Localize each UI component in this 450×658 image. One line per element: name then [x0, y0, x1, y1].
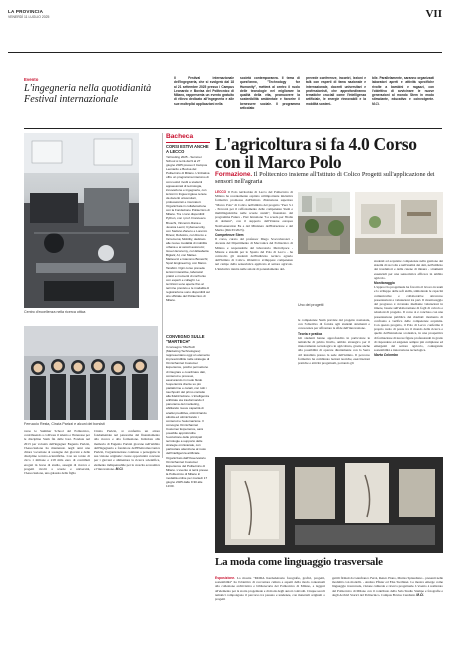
- left-col-2: [94, 429, 160, 637]
- top-section-rule: [24, 128, 442, 129]
- paper-name: LA PROVINCIA: [8, 9, 44, 14]
- issue-date: VENERDÌ 11 LUGLIO 2025: [8, 15, 50, 19]
- top-col-4: [372, 76, 434, 106]
- main-col-2-text-b: Gli studenti hanno approfondito in particolare le tematiche di primo livello, ambito strategico per il rinnovamento tecnologico in agricoltura, grazie anche alla possibilità di operare direttamente con la Serra 4.0 installata presso la sede dell'istituto. Il percorso formativo ha combinato lezioni teoriche, esercitazioni pratiche e attività progettuali, portando gli: [298, 335, 370, 366]
- masthead-rule: [8, 52, 442, 53]
- main-col-2-subhead: Teoria e pratica: [298, 331, 323, 336]
- main-deck: [215, 171, 443, 186]
- left-col-2-text: Cinzia Parizzi, si conferma un attore fondamentale nel panorama del finanziamento alla ricerca e alla formazione. Intitolata alla memoria di Eugenio Parizzi giovane nell'ambito dell'Ingegneria e fondatore dell'Elettromeccanica Parizzi, l'organizzazione continua a perseguire la sua visione originale: creare opportunità concrete per i giovani e alimentare la ricerca scientifica, elemento indispensabile per la crescita economica e l'innovazione.: [94, 429, 160, 471]
- fashion-photo: [215, 457, 443, 553]
- campus-photo-caption: Uno dei progetti: [298, 303, 324, 307]
- top-headline: L'ingegneria nella quotidianità Festival internazionale: [24, 83, 152, 105]
- bottom-col-2-sign: M.Ci.: [416, 592, 425, 597]
- main-deck-text: Il Politecnico insieme all'Istituto di Colico Progetti sull'applicazione dei sensori nell'agraria: [215, 171, 435, 186]
- agri-illustration: [355, 192, 443, 254]
- main-col-3: [374, 259, 443, 358]
- main-headline: L'agricoltura si fa 4.0 Corso con il Marco Polo: [215, 134, 417, 172]
- bacheca-item1-title: CORSI ESTIVI ANCHE A LECCO: [166, 144, 209, 154]
- main-col-1-text: Il Polo territoriale di Lecco del Politecnico di Milano ha recentemente ospitato un'importante iniziativa formativa promossa dall'Istituto d'istruzione superiore "Marco Polo" di Colico nell'ambito del progetto "Peer 3.1 - Percorsi per il rafforzamento delle competenze Stem e multilinguistiche nelle scuole statali", finanziato dal programma Futura - Pnrr Istruzione "La scuola per l'Italia di domani", con il supporto dell'Unione europea NextGeneration Eu e del Ministero dell'Istruzione e del Merito (Dm 65/2023).: [215, 190, 293, 232]
- main-col-3-text-b: L'approccio progettuale ha favorito il lavoro in team e lo sviluppo delle soft skills, stimolando le capacità comunicative e collaborative attraverso presentazioni e valutazioni tra pari. Il monitoraggio del progresso è avvenuto mediante valutazioni in itinere, basate sull'elaborazione di fogli di calcolo e relazioni di progetto. Il corso si è concluso con una presentazione pubblica dei risultati: momento di confronto e verifica delle competenze acquisite. Con questo progetto, il Polo di Lecco conferma il proprio ruolo di ponte tra il mondo della ricerca e quello dell'istruzione scolastica, in una prospettiva di formazione di nuove figure professionali in grado di rispondere ad esigenze sempre più complesse ed emergenti del settore agricolo, coniugando sostenibilità e innovazione tecnologica.: [374, 285, 443, 353]
- group-photo-caption: Ferruccio Resta, Cinzia Parizzi e alcuni dei borsisti: [24, 422, 105, 426]
- main-col-3-subhead: Monitoraggio: [374, 281, 395, 286]
- top-kicker: Evento: [24, 77, 39, 82]
- bottom-section-label: Esposizione.: [215, 576, 236, 580]
- top-col-1: Il Festival internazionale dell'Ingegneria, che si svolgerà dal 18 al 21 settembre 2025 presso i Campus Leonardo e Bovisa del Politecnico di Milano, rappresenta un evento gratuito di rilievo dedicato all'ingegneria e alle sue molteplici applicazioni nella: [174, 76, 234, 106]
- lab-photo-caption: Centro d'eccellenza nella ricerca ottica: [24, 310, 86, 314]
- bacheca-item1-body: Ya!Coding 2025 - Summer School si terrà dal 9 al 27 giugno 2025 presso il Campus Leonardo e Bovisa del Politecnico di Milano. L'iniziativa offre un programma intensivo di corsi estivi rivolti a studenti appassionati di tecnologia, innovazione e ingegneria, con lezioni in lingua inglese tenute da docenti universitari, professionisti e ricercatori. Organizzata in collaborazione con la Fondazione Politecnico di Milano. Tra i corsi disponibili: Python, con i prof. Francesco Bruschi, Vincenzo Rana e Jessica Leoni; Cybersecurity, con Stefano Zanero e Lorenzo Binosi; Robotics, con Rocco e Incremona; Mobility, dedicato alle nuove modalità di mobilità urbana e ai veicoli autonomi; Green Economy, con Elisabetta Bigiani; AI, con Matteo Matteucci e Giacomo Boracchi; Sport Engineering, con Marco Tarabini. Ogni corso prevede lezioni interattive, laboratori pratici e momenti di confronto con esperti e colleghi. Le iscrizioni sono aperte fino al termine previsto e le modalità di registrazione sono disponibili sul sito ufficiale del Politecnico di Milano.: [166, 155, 210, 303]
- top-col-2: società contemporanea. Il tema di quest'anno, "Technology for Humanity", metterà al centro il ruolo delle tecnologie nel migliorare la qualità della vita, promuovere la sostenibilità ambientale e favorire il benessere sociale. Il programma articolato: [240, 76, 300, 111]
- bottom-col-2-text: gettili firmati da Gianfranco Ferré, Renzo Piano, Marisa Spiaudiano - presenti nelle modalità con modelli- - Andrea Pfister ed Elsa Sterbinet. La mostra emerge come linguaggio trasversale, visione culturale e ricerca progettuale. L'evento è realizzato dal Politecnico di Milano con il contributo della Sala Studio Stampe e fotografie e degli Archivi Storici del Politecnico. Campus Bovisa Candiani.: [332, 576, 443, 597]
- main-col-2: [298, 318, 370, 365]
- group-photo: [24, 326, 158, 420]
- bacheca-divider: [162, 133, 163, 458]
- bottom-headline: La moda come linguaggio trasversale: [215, 556, 383, 568]
- campus-illustration: [298, 192, 350, 254]
- main-signature: Marta Colombo: [374, 353, 398, 358]
- bacheca-item2-title: CONVEGNO SULLE "MARTECH": [166, 334, 205, 344]
- lab-photo: [24, 133, 139, 308]
- fashion-illustration: [215, 457, 443, 553]
- campus-photo: [298, 192, 350, 254]
- left-col-1: verso le Summer School del Politecnico, contribuendo a coltivare il talento e l'interesse per le discipline Stem fin dalle basi. Fondata nel 2013 per volontà dell'ingegner Eugenio Parizzi, l'Associazione ha mantenuto negli anni una chiara vocazione al sostegno dei giovani e delle discipline tecnico-scientifiche. Con un totale di circa 1 milione e 218 mila euro di contributi erogati in borse di studio, assegni di ricerca e progetti rivolti a scuole e università, l'Associazione, una galassia della figlia: [24, 429, 90, 476]
- bottom-col-2: [332, 576, 443, 597]
- main-dateline: LECCO: [215, 190, 227, 194]
- bacheca-item2-body: Il convegno "MarTech (Marketing Technologies): rappresentano oggi un elemento imprescindibile nelle strategie di Omnichannel Customer Experience, poiché permettono di integrare e coordinare dati, contenuti e processi, assicurando in modo fluido l'esperienza cliente su più piattaforme e canali, con tutti i touchpoint del primo contatto alla fidelizzazione. L'intelligenza artificiale sta trasformando il panorama del marketing, abilitando nuove capacità di analisi predittiva, ottimizzando attività ed ottimizzando i contenuti e l'automazione. Il convegno Omnichannel Customer Experience, sarà possibile approfondire l'evoluzione delle principali tecnologie a supporto delle strategie omnicanale, con particolare attenzione al ruolo dell'intelligenza artificiale. Organizzato dall'Osservatorio Omnichannel Customer Experience del Politecnico di Milano. L'evento si terrà presso la Politecnico di Milano in modalità online per martedì 17 giugno 2025 dalle 9:30 alle 13:00.: [166, 345, 210, 489]
- main-col-1-text-b: Il corso, curato dal professor Diego Scaccabarozzi - docente del Dipartimento di Meccanica del Politecnico di Milano e responsabile del laboratorio MetroSpace - Misure e sistemi per lo Spazio del Polo di Lecco - ha coinvolto gli studenti dell'indirizzo tecnico agrario dell'Istituto di Colico. Obiettivo: sviluppare competenze nel campo della sensoristica applicata al settore agricolo. L'iniziativa rientra nelle azioni di potenziamento del-: [215, 237, 293, 271]
- masthead: [8, 6, 442, 26]
- agri-photo: [355, 192, 443, 254]
- top-col-4-sign: M.Ci.: [372, 101, 380, 106]
- group-illustration: [24, 326, 158, 420]
- main-col-1-subhead: Competenze Stem: [215, 233, 244, 238]
- top-col-4-text: bile. Parallelamente, saranno organizzati laboratori aperti e attività specifiche rivolte a bambini e ragazzi, con l'obiettivo di avvicinare le nuove generazioni al mondo Stem in modo stimolante, educativo e coinvolgente.: [372, 76, 434, 102]
- top-col-3: prevede conferenze, incontri, lezioni e talk con esperti di fama nazionale e internazionale, docenti universitari e professionisti, che approfondiranno tematiche cruciali come l'intelligenza artificiale, le energie rinnovabili e la mobilità sosteni-: [306, 76, 366, 106]
- bacheca-rule: [166, 142, 210, 143]
- main-col-2-text: le competenze Stem previste dal progetto nazionale, con l'obiettivo di fornire agli studenti strumenti e conoscenze per affrontare le sfide dell'innovazione.: [298, 318, 370, 331]
- bacheca-label: Bacheca: [166, 133, 194, 140]
- lab-equipment-illustration: [24, 133, 139, 308]
- main-col-1: [215, 190, 293, 271]
- bottom-col-1: [215, 576, 325, 601]
- main-section-label: Formazione.: [215, 171, 253, 178]
- bottom-col-1-text: La mostra "MODA Kerdedetrazio fotografie, grafici, progetti, sostenibilità" ha l'obiettivo di raccontare cultura e aspetti della moda contestuali alla collezione archivistica e bibliotecaria del Politecnico di Milano, e leggeri all'elemento per la storia progettuale e di moda degli autori coinvolti. Cinque secoli tematici compongono il percorso tra passato e tendenze, con materiali originali o progetti: [215, 576, 325, 602]
- left-col-2-sign: M.Ci.: [115, 466, 124, 471]
- page-number: VII: [425, 8, 442, 20]
- main-col-3-text: studenti ad acquisire competenze nella gestione dei sistemi di raccolta e nell'analisi dei dati, nell'utilizzo dei trasduttori e delle catene di misura - strumenti essenziali per una sensoristica efficace in ambito agricolo.: [374, 259, 443, 280]
